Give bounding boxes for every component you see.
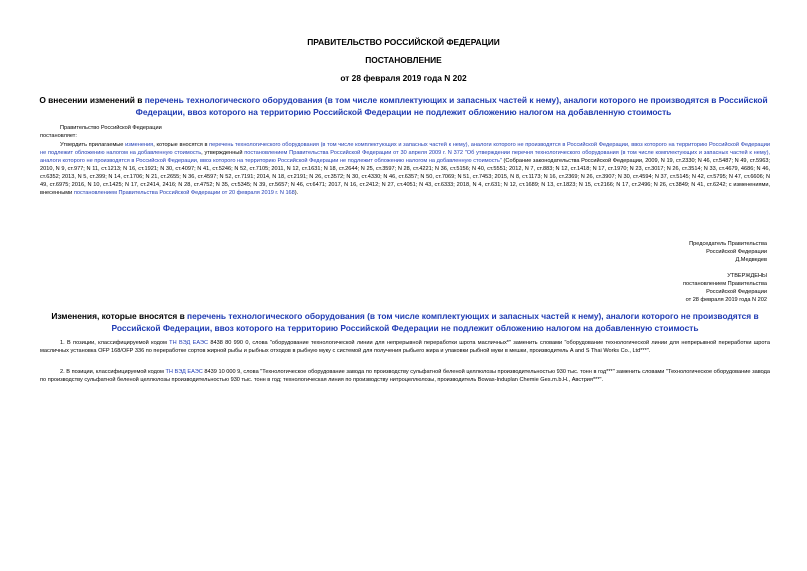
preamble [40, 124, 770, 140]
tn-ved-link[interactable]: ТН ВЭД ЕАЭС [169, 340, 209, 346]
preamble-government: Правительство Российской Федерации [60, 125, 162, 131]
approval-line: УТВЕРЖДЕНЫ [727, 273, 767, 279]
item-2-text: 2. В позиции, классифицируемой кодом [60, 369, 166, 375]
resolution-text-1: Утвердить прилагаемые [60, 142, 126, 148]
title-prefix: О внесении изменений в [39, 95, 145, 105]
document-type-heading: ПОСТАНОВЛЕНИЕ [365, 55, 442, 65]
signature-name: Д.Медведев [735, 257, 767, 263]
signature-line: Российской Федерации [706, 249, 767, 255]
signature-line: Председатель Правительства [689, 241, 767, 247]
change-item-1 [40, 339, 770, 355]
signature-block [689, 240, 767, 264]
changes-link[interactable]: изменения [125, 142, 154, 148]
item-2-text: 8439 10 000 9, слова "Технологическое оборудование завода по производству сульфатной беленой целлюлозы производительностью 930 тыс. тонн в год***" заменить словами "Технологическое оборудование завода по производству сульфатной беленой целлюлозы производительностью 930 тыс. тонн в год; технологическая линия по производству нитроцеллюлозы, производитель Bowas-Induplan Chemie Ges.m.b.H., Австрия***". [40, 369, 771, 383]
resolution-text-5: ). [294, 190, 299, 196]
decree-372-link[interactable]: постановлением Правительства Российской Федерации от 30 апреля 2009 г. N 372 "Об утверждении перечня технологического оборудования (в том числе комплектующих и запасных частей к нему), аналоги которого не производятся в Российской Федерации, ввоз которого на территорию Российской Федерации не подлежит обложению налогом на добавленную стоимость" [40, 150, 771, 164]
approval-line: от 28 февраля 2019 года N 202 [685, 297, 767, 303]
changes-title-link[interactable]: перечень технологического оборудования (в том числе комплектующих и запасных частей к нему), аналоги которого не производятся в Российской Федерации, ввоз которого на территорию Российской Федерации не подлежит обложению налогом на добавленную стоимость [111, 311, 759, 333]
item-1-text: 1. В позиции, классифицируемой кодом [60, 340, 170, 346]
item-1-text: 8438 80 990 0, слова "оборудование технологической линии для непрерывной переработки шрота масличных*" заменить словами "оборудование технологической линии для непрерывной переработки шрота масличных установка OFP 168/OFP 336 по переработке сортов жирной рыбы и рыбных отходов в рыбную муку с системой для получения рыбьего жира и упаковки рыбной муки в мешки, производитель A and S Thai Works Co., Ltd***". [40, 340, 770, 354]
changes-title [40, 311, 770, 334]
list-link[interactable]: перечень технологического оборудования (в том числе комплектующих и запасных частей к нему), аналоги которого не производятся в Российской Федерации, ввоз которого на территорию Российской Федерации не подлежит обложению налогом на добавленную стоимость [40, 142, 770, 156]
approval-block [683, 272, 767, 304]
issuer-heading: ПРАВИТЕЛЬСТВО РОССИЙСКОЙ ФЕДЕРАЦИИ [307, 37, 500, 47]
preamble-decides: постановляет: [40, 133, 77, 139]
approval-line: Российской Федерации [706, 289, 767, 295]
resolution-text-3: , утвержденный [201, 150, 245, 156]
resolution-text-4: (Собрание законодательства Российской Федерации, 2009, N 19, ст.2330; N 46, ст.5487; N 49, ст.5963; 2010, N 9, ст.977; N 11, ст.1213; N 16, ст.1921; N 30, ст.4097; N 41, ст.5246; N 52, ст.7105; 2011, N 12, ст.1631; N 18, ст.2644; N 25, ст.3597; N 28, ст.4221; N 36, ст.5156; N 40, ст.5551; 2012, N 7, ст.883; N 12, ст.1418; N 17, ст.1970; N 23, ст.3017; N 26, ст.3514; N 33, ст.4679, 4686; N 46, ст.6352; 2013, N 5, ст.399; N 14, ст.1706; N 21, ст.2655; N 36, ст.4597; N 52, ст.7191; 2014, N 18, ст.2191; N 26, ст.3572; N 30, ст.4330; N 46, ст.6357; N 50, ст.7069; N 51, ст.7453; 2015, N 8, ст.1173; N 16, ст.2369; N 26, ст.3907; N 30, ст.4594; N 37, ст.5145; N 42, ст.5795; N 47, ст.6606; N 49, ст.6975; 2016, N 10, ст.1425; N 17, ст.2414, 2416; N 28, ст.4752; N 35, ст.5345; N 39, ст.5657; N 46, ст.6471; 2017, N 16, ст.2412; N 27, ст.4051; N 43, ст.6333; 2018, N 4, ст.631; N 12, ст.1689; N 13, ст.1823; N 15, ст.2166; N 17, ст.2496; N 26, ст.3849; N 41, ст.6242; с изменениями, внесенными [40, 158, 770, 196]
title-link[interactable]: перечень технологического оборудования (в том числе комплектующих и запасных частей к нему), аналоги которого не производятся в Российской Федерации, ввоз которого на территорию Российской Федерации не подлежит обложению налогом на добавленную стоимость [135, 95, 768, 117]
document-title [30, 95, 777, 118]
decree-168-link[interactable]: постановлением Правительства Российской Федерации от 20 февраля 2019 г. N 168 [73, 190, 295, 196]
tn-ved-link[interactable]: ТН ВЭД ЕАЭС [165, 369, 203, 375]
changes-title-prefix: Изменения, которые вносятся в [51, 311, 188, 321]
change-item-2 [40, 368, 770, 384]
document-date-heading: от 28 февраля 2019 года N 202 [340, 73, 467, 83]
resolution-text-2: , которые вносятся в [153, 142, 210, 148]
approval-line: постановлением Правительства [682, 281, 767, 287]
resolution-paragraph [40, 141, 770, 197]
